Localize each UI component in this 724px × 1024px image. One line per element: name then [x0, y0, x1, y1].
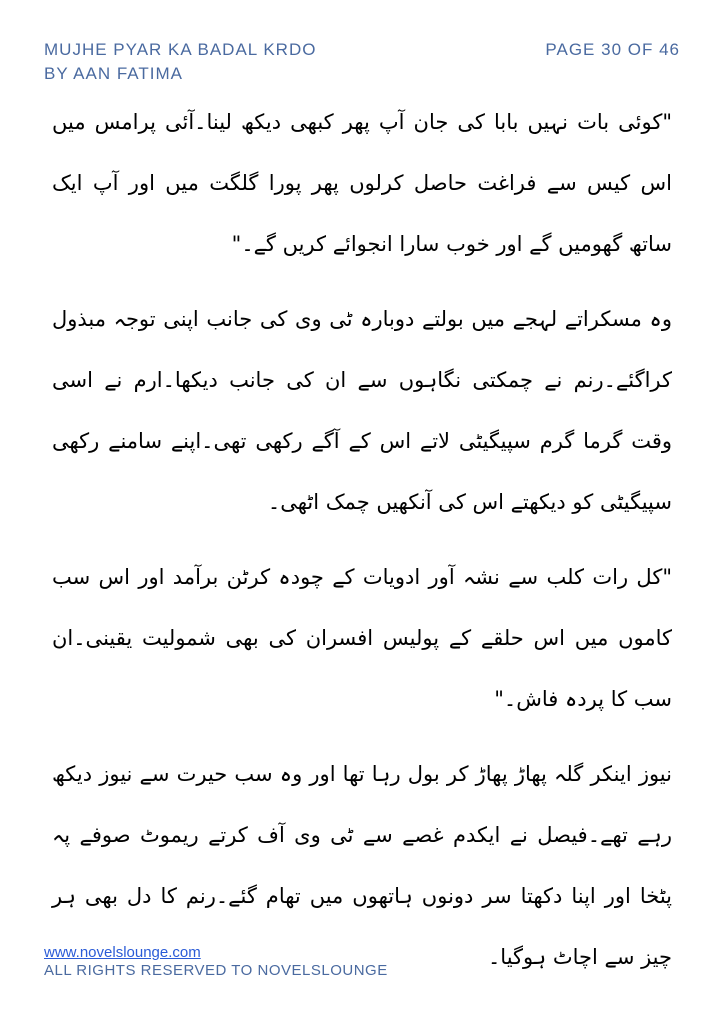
paragraph-4: نیوز اینکر گلہ پھاڑ پھاڑ کر بول رہا تھا اور وہ سب حیرت سے نیوز دیکھ رہے تھے۔فیصل نے ایکدم غصے سے ٹی وی آف کرتے ریموٹ صوفے پہ پٹخا اور اپنا دکھتا سر دونوں ہاتھوں میں تھام گئے۔رنم کا دل بھی ہر چیز سے اچاٹ ہوگیا۔	[52, 762, 672, 969]
novel-title: MUJHE PYAR KA BADAL KRDO	[44, 40, 317, 59]
author-line: BY AAN FATIMA	[44, 64, 183, 83]
page-number: PAGE 30 OF 46	[545, 40, 680, 59]
story-body	[52, 92, 672, 1002]
rights-notice: ALL RIGHTS RESERVED TO NOVELSLOUNGE	[44, 962, 388, 979]
paragraph-2: وہ مسکراتے لہجے میں بولتے دوبارہ ٹی وی کی جانب اپنی توجہ مبذول کراگئے۔رنم نے چمکتی نگاہوں سے ان کی جانب دیکھا۔ارم نے اسی وقت گرما گرم سپیگیٹی لاتے اس کے آگے رکھی تھی۔اپنے سامنے رکھی سپیگیٹی کو دیکھتے اس کی آنکھیں چمک اٹھی۔	[52, 307, 672, 514]
paragraph-1: "کوئی بات نہیں بابا کی جان آپ پھر کبھی دیکھ لینا۔آئی پرامس میں اس کیس سے فراغت حاصل کرلوں پھر پورا گلگت میں اور آپ ایک ساتھ گھومیں گے اور خوب سارا انجوائے کریں گے۔"	[52, 110, 672, 256]
paragraph-3: "کل رات کلب سے نشہ آور ادویات کے چودہ کرٹن برآمد اور اس سب کاموں میں اس حلقے کے پولیس افسران کی بھی شمولیت یقینی۔ان سب کا پردہ فاش۔"	[52, 565, 672, 711]
website-link[interactable]: www.novelslounge.com	[44, 944, 201, 961]
